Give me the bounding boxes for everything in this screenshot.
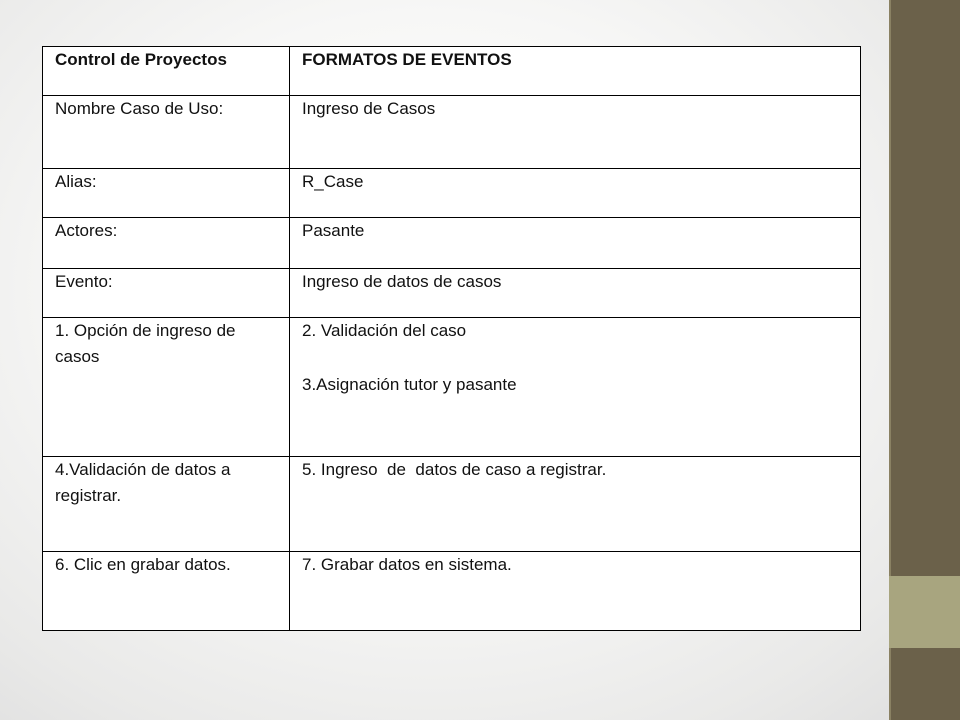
table-row — [43, 318, 861, 457]
table-row — [43, 457, 861, 552]
use-case-name-value: Ingreso de Casos — [290, 96, 861, 169]
step-3: 3.Asignación tutor y pasante — [302, 375, 517, 394]
actors-value: Pasante — [290, 218, 861, 269]
step-2: 2. Validación del caso — [302, 321, 467, 340]
table-row — [43, 552, 861, 631]
header-event-formats: FORMATOS DE EVENTOS — [290, 47, 861, 96]
alias-label: Alias: — [43, 169, 290, 218]
step-7-text: 7. Grabar datos en sistema. — [302, 555, 512, 574]
event-format-table — [42, 46, 861, 631]
header-project-control: Control de Proyectos — [43, 47, 290, 96]
step-6: 6. Clic en grabar datos. — [43, 552, 290, 631]
decorative-sidebar — [889, 0, 960, 720]
table-row — [43, 218, 861, 269]
table-row — [43, 269, 861, 318]
table-header-row — [43, 47, 861, 96]
use-case-name-label: Nombre Caso de Uso: — [43, 96, 290, 169]
step-7 — [290, 552, 861, 631]
step-5-text: 5. Ingreso de datos de caso a registrar. — [302, 460, 607, 479]
steps-2-3-cell — [290, 318, 861, 457]
event-value: Ingreso de datos de casos — [290, 269, 861, 318]
actors-label: Actores: — [43, 218, 290, 269]
table-row — [43, 96, 861, 169]
event-label: Evento: — [43, 269, 290, 318]
step-5 — [290, 457, 861, 552]
step-1: 1. Opción de ingreso de casos — [43, 318, 290, 457]
alias-value: R_Case — [290, 169, 861, 218]
table-row — [43, 169, 861, 218]
step-4: 4.Validación de datos a registrar. — [43, 457, 290, 552]
sidebar-accent-band — [889, 576, 960, 648]
